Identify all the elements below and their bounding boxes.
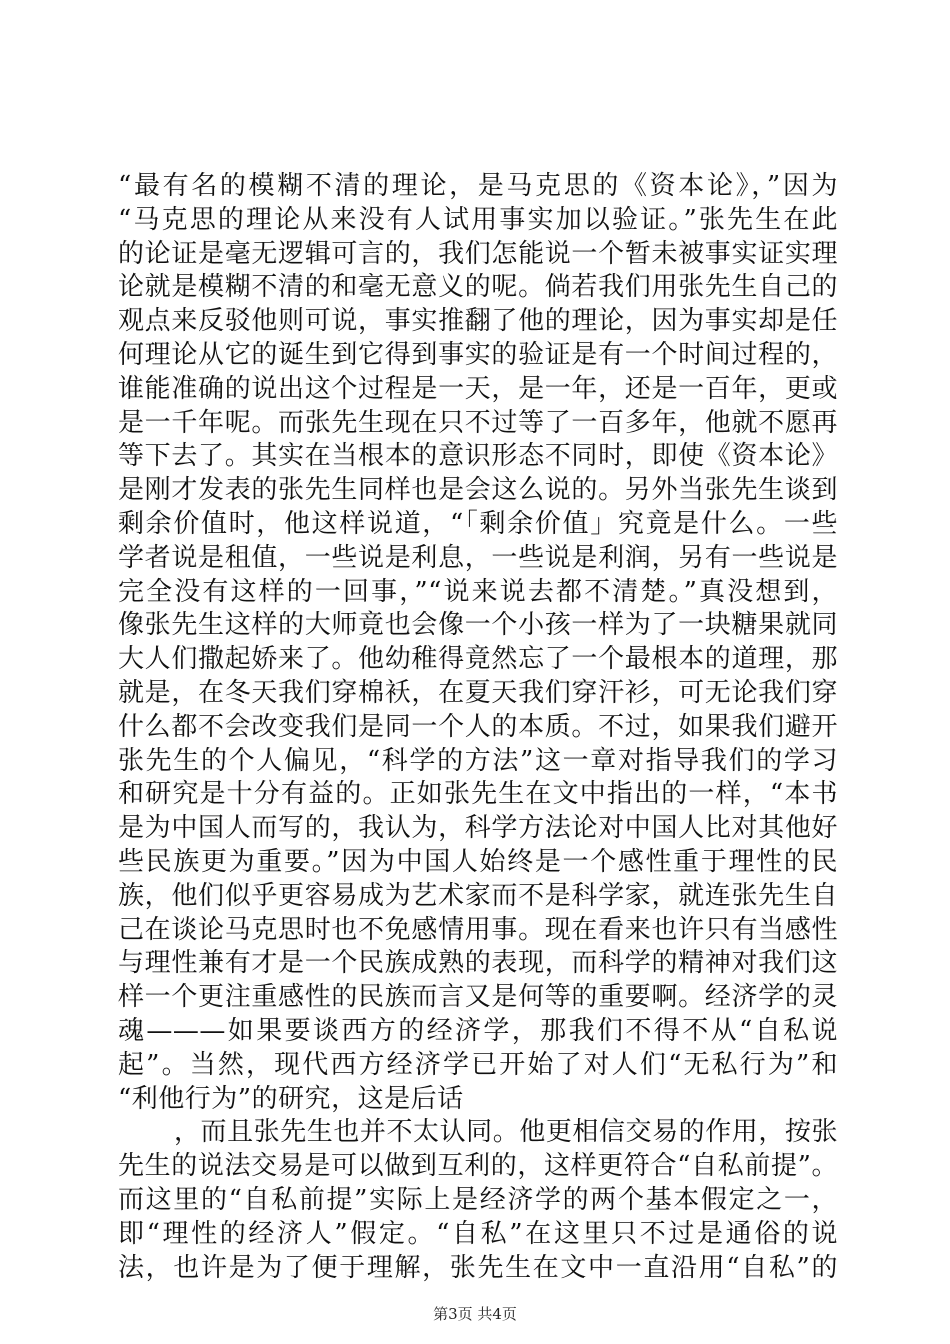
text-line: 等下去了。其实在当根本的意识形态不同时，即使《资本论》 — [118, 441, 838, 472]
text-line: 样一个更注重感性的民族而言又是何等的重要啊。经济学的灵 — [118, 982, 838, 1013]
text-line: 张先生的个人偏见，“科学的方法”这一章对指导我们的学习 — [118, 745, 838, 776]
text-line: 完全没有这样的一回事，”“说来说去都不清楚。”真没想到， — [118, 576, 838, 607]
text-line: 论就是模糊不清的和毫无意义的呢。倘若我们用张先生自己的 — [118, 272, 838, 303]
text-line: “马克思的理论从来没有人试用事实加以验证。”张先生在此 — [118, 204, 838, 235]
text-line: 先生的说法交易是可以做到互利的，这样更符合“自私前提”。 — [118, 1151, 838, 1182]
text-line: 何理论从它的诞生到它得到事实的验证是有一个时间过程的， — [118, 339, 838, 370]
text-line: 而这里的“自私前提”实际上是经济学的两个基本假定之一， — [118, 1184, 838, 1215]
text-line: 就是，在冬天我们穿棉袄，在夏天我们穿汗衫，可无论我们穿 — [118, 677, 838, 708]
text-line: 学者说是租值，一些说是利息，一些说是利润，另有一些说是 — [118, 542, 838, 573]
page-footer: 第3页 共4页 — [433, 1305, 517, 1323]
text-line: 是为中国人而写的，我认为，科学方法论对中国人比对其他好 — [118, 813, 838, 844]
text-line: 些民族更为重要。”因为中国人始终是一个感性重于理性的民 — [118, 846, 838, 877]
text-line: 是一千年呢。而张先生现在只不过等了一百多年，他就不愿再 — [118, 407, 838, 438]
text-line: “最有名的模糊不清的理论，是马克思的《资本论》，”因为 — [118, 171, 838, 201]
text-line: 什么都不会改变我们是同一个人的本质。不过，如果我们避开 — [118, 711, 838, 742]
text-line: 即“理性的经济人”假定。“自私”在这里只不过是通俗的说 — [118, 1218, 838, 1249]
text-line: “利他行为”的研究，这是后话 — [118, 1083, 464, 1114]
text-line: 族，他们似乎更容易成为艺术家而不是科学家，就连张先生自 — [118, 880, 838, 911]
text-line: 己在谈论马克思时也不免感情用事。现在看来也许只有当感性 — [118, 914, 838, 945]
text-line: 谁能准确的说出这个过程是一天，是一年，还是一百年，更或 — [118, 373, 838, 404]
text-line: 与理性兼有才是一个民族成熟的表现，而科学的精神对我们这 — [118, 948, 838, 979]
text-line: 像张先生这样的大师竟也会像一个小孩一样为了一块糖果就同 — [118, 610, 838, 641]
text-line: 的论证是毫无逻辑可言的，我们怎能说一个暂未被事实证实理 — [118, 238, 838, 269]
text-line: 是刚才发表的张先生同样也是会这么说的。另外当张先生谈到 — [118, 475, 838, 506]
text-line: ，而且张先生也并不太认同。他更相信交易的作用，按张 — [174, 1117, 838, 1148]
text-line: 魂———如果要谈西方的经济学，那我们不得不从“自私说 — [118, 1015, 838, 1046]
text-line: 观点来反驳他则可说，事实推翻了他的理论，因为事实却是任 — [118, 306, 838, 337]
text-line: 大人们撒起娇来了。他幼稚得竟然忘了一个最根本的道理，那 — [118, 644, 838, 675]
text-line: 剩余价值时，他这样说道，“「剩余价值」究竟是什么。一些 — [118, 508, 838, 539]
text-line: 法，也许是为了便于理解，张先生在文中一直沿用“自私”的 — [118, 1252, 838, 1283]
text-line: 和研究是十分有益的。正如张先生在文中指出的一样，“本书 — [118, 779, 838, 810]
body-text — [118, 170, 838, 1285]
text-line: 起”。当然，现代西方经济学已开始了对人们“无私行为”和 — [118, 1049, 838, 1080]
